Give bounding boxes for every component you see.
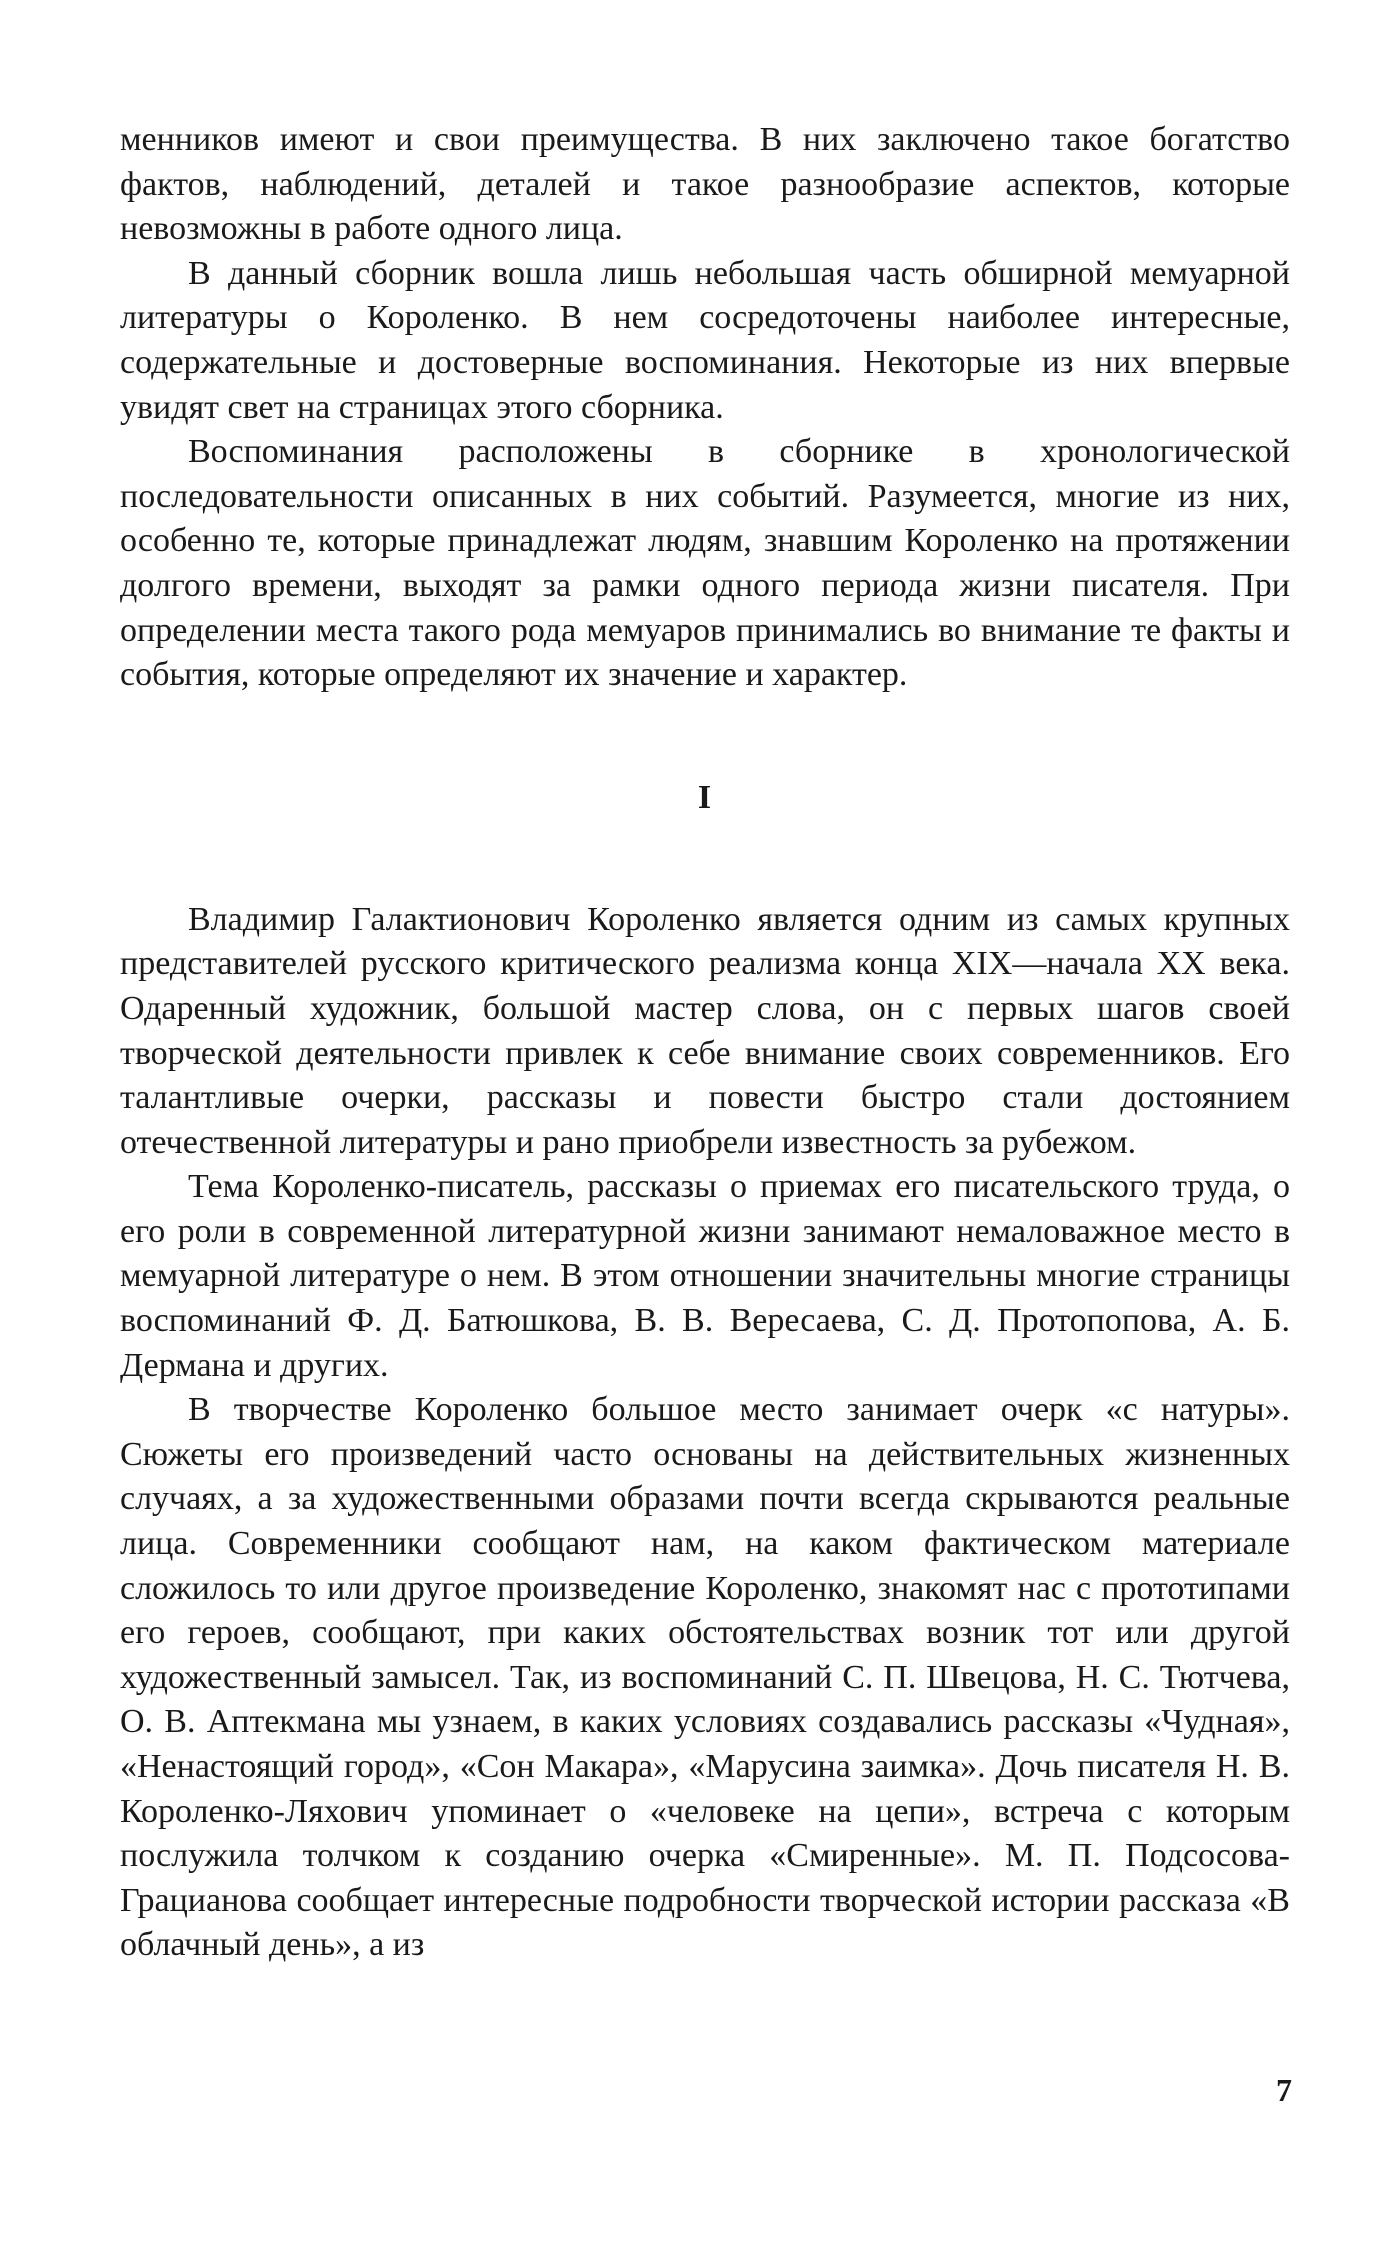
paragraph: Воспоминания расположены в сборнике в хронологической последовательности описанных в них событий. Разумеется, многие из них, особенно те, которые принадлежат людям, знавшим Короленко на протяжении долгого времени, выходят за рамки одного периода жизни писателя. При определении места такого рода мемуаров принимались во внимание те факты и события, которые определяют их значение и характер.: [120, 433, 1290, 694]
paragraph: В данный сборник вошла лишь небольшая часть обширной мемуарной литературы о Короленко. В нем сосредоточены наиболее интересные, содержательные и достоверные воспоминания. Некоторые из них впервые увидят свет на страницах этого сборника.: [120, 254, 1290, 426]
paragraph: В творчестве Короленко большое место занимает очерк «с натуры». Сюжеты его произведений часто основаны на действительных жизненных случаях, а за художественными образами почти всегда скрываются реальные лица. Современники сообщают нам, на каком фактическом материале сложилось то или другое произведение Короленко, знакомят нас с прототипами его героев, сообщают, при каких обстоятельствах возник тот или другой художественный замысел. Так, из воспоминаний С. П. Швецова, Н. С. Тютчева, О. В. Аптекмана мы узнаем, в каких условиях создавались рассказы «Чудная», «Ненастоящий город», «Сон Макара», «Марусина заимка». Дочь писателя Н. В. Короленко-Ляхович упоминает о «человеке на цепи», встреча с которым послужила толчком к созданию очерка «Смиренные». М. П. Подсосова-Грацианова сообщает интересные подробности творческой истории рассказа «В облачный день», а из: [120, 1391, 1290, 1964]
paragraph-continuation: менников имеют и свои преимущества. В них заключено такое богатство фактов, наблюдений, деталей и такое разнообразие аспектов, которые невозможны в работе одного лица.: [120, 121, 1290, 248]
page-number: 7: [1276, 2072, 1292, 2108]
page-body: [120, 118, 1290, 1968]
paragraph: Владимир Галактионович Короленко является одним из самых крупных представителей русского критического реализма конца XIX—начала XX века. Одаренный художник, большой мастер слова, он с первых шагов своей творческой деятельности привлек к себе внимание своих современников. Его талантливые очерки, рассказы и повести быстро стали достоянием отечественной литературы и рано приобрели известность за рубежом.: [120, 900, 1290, 1161]
paragraph: Тема Короленко-писатель, рассказы о приемах его писательского труда, о его роли в современной литературной жизни занимают немаловажное место в мемуарной литературе о нем. В этом отношении значительны многие страницы воспоминаний Ф. Д. Батюшкова, В. В. Вересаева, С. Д. Протопопова, А. Б. Дермана и других.: [120, 1168, 1290, 1384]
section-heading: I: [697, 778, 713, 816]
